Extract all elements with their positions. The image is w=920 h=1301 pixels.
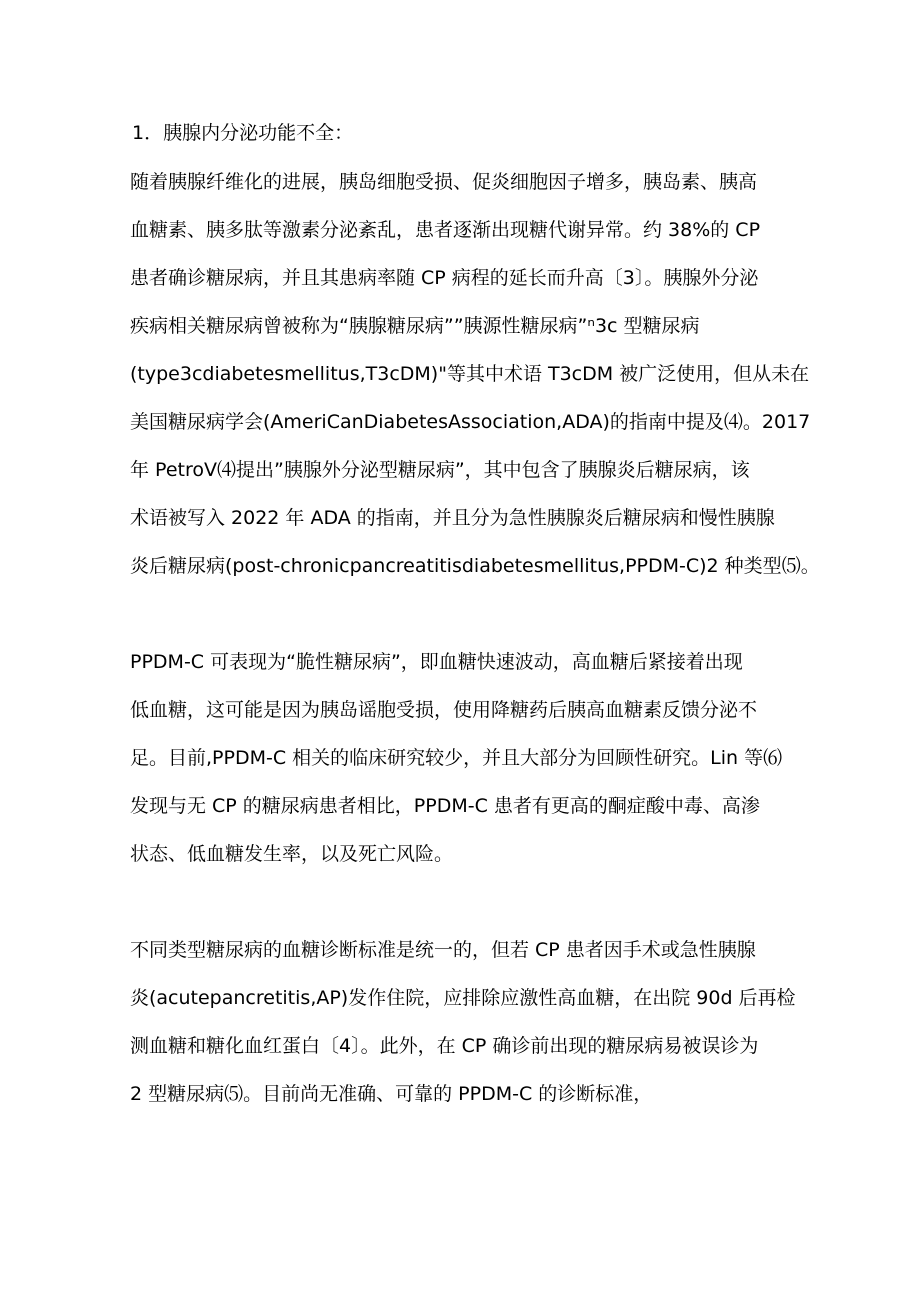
paragraph-2-line: 发现与无 CP 的糖尿病患者相比，PPDM-C 患者有更高的酮症酸中毒、高渗 [130, 795, 760, 817]
paragraph-1-line: (type3cdiabetesmellitus,T3cDM)"等其中术语 T3cDM 被广泛使用，但从未在 [130, 363, 810, 385]
paragraph-1-line: 术语被写入 2022 年 ADA 的指南，并且分为急性胰腺炎后糖尿病和慢性胰腺 [130, 507, 775, 529]
section-heading: 1．胰腺内分泌功能不全： [132, 122, 354, 144]
paragraph-1-line: 疾病相关糖尿病曾被称为“胰腺糖尿病””胰源性糖尿病”ⁿ3c 型糖尿病 [130, 315, 700, 337]
paragraph-3-line: 2 型糖尿病⑸。目前尚无准确、可靠的 PPDM-C 的诊断标准， [130, 1083, 653, 1105]
paragraph-3-line: 不同类型糖尿病的血糖诊断标准是统一的，但若 CP 患者因手术或急性胰腺 [130, 939, 756, 961]
paragraph-1-line: 随着胰腺纤维化的进展，胰岛细胞受损、促炎细胞因子增多，胰岛素、胰高 [130, 171, 758, 193]
paragraph-1-line: 美国糖尿病学会(AmeriCanDiabetesAssociation,ADA)的指南中提及⑷。2017 [130, 411, 811, 433]
paragraph-2-line: 低血糖，这可能是因为胰岛谣胞受损，使用降糖药后胰高血糖素反馈分泌不 [130, 699, 758, 721]
paragraph-2-line: 足。目前,PPDM-C 相关的临床研究较少，并且大部分为回顾性研究。Lin 等⑹ [130, 747, 783, 769]
paragraph-3-line: 测血糖和糖化血红蛋白〔4〕。此外，在 CP 确诊前出现的糖尿病易被误诊为 [130, 1035, 759, 1057]
paragraph-2-line: 状态、低血糖发生率，以及死亡风险。 [130, 843, 454, 865]
paragraph-2-line: PPDM-C 可表现为“脆性糖尿病”，即血糖快速波动，高血糖后紧接着出现 [130, 651, 743, 673]
paragraph-1-line: 年 PetroV⑷提出”胰腺外分泌型糖尿病”，其中包含了胰腺炎后糖尿病，该 [130, 459, 750, 481]
paragraph-1-line: 炎后糖尿病(post-chronicpancreatitisdiabetesmellitus,PPDM-C)2 种类型⑸。 [130, 555, 820, 577]
paragraph-1-line: 血糖素、胰多肽等激素分泌紊乱，患者逐渐出现糖代谢异常。约 38%的 CP [130, 219, 761, 241]
paragraph-3-line: 炎(acutepancretitis,AP)发作住院，应排除应激性高血糖，在出院 90d 后再检 [130, 987, 796, 1009]
paragraph-1-line: 患者确诊糖尿病，并且其患病率随 CP 病程的延长而升高〔3〕。胰腺外分泌 [130, 267, 759, 289]
